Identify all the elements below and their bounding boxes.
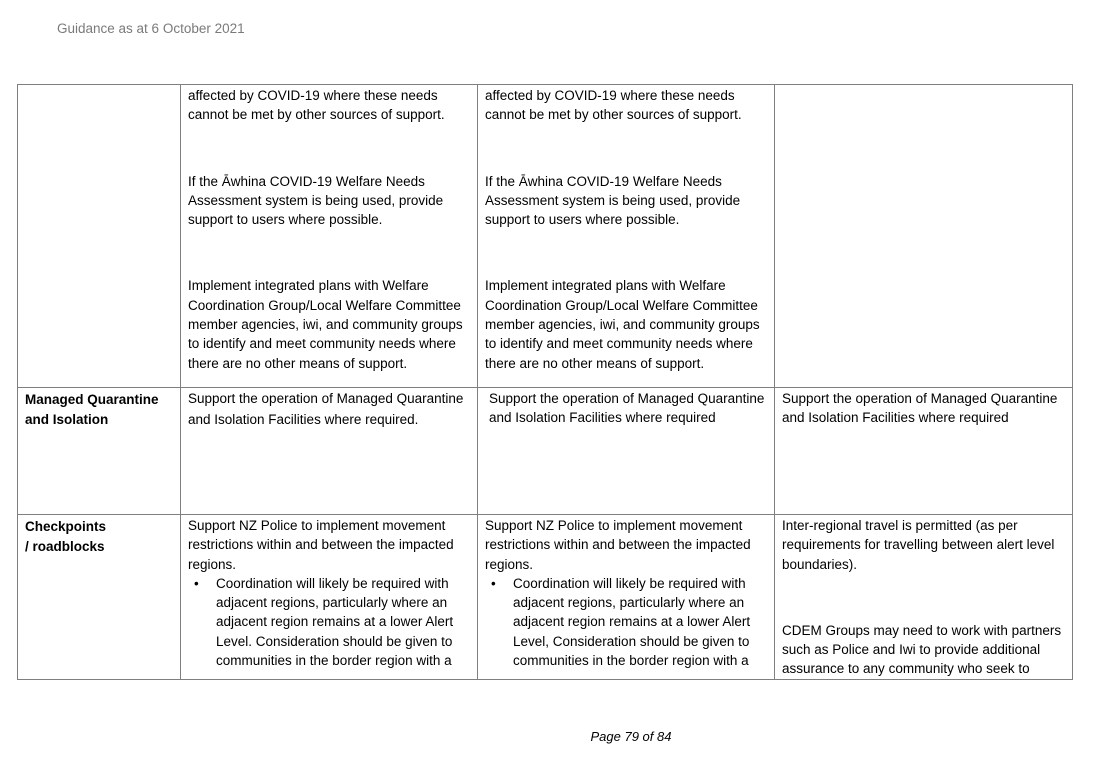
guidance-table bbox=[17, 84, 1073, 680]
paragraph: Support NZ Police to implement movement restrictions within and between the impacted regions. bbox=[188, 518, 454, 572]
bullet-icon: • bbox=[491, 575, 496, 591]
paragraph: Implement integrated plans with Welfare Coordination Group/Local Welfare Committee member agencies, iwi, and community groups to identify and meet community needs where there are no other means of support. bbox=[188, 278, 463, 371]
bullet-icon: • bbox=[194, 575, 199, 591]
table-cell bbox=[478, 85, 775, 388]
paragraph: Inter-regional travel is permitted (as per requirements for travelling between alert level boundaries). bbox=[782, 518, 1055, 572]
table-row bbox=[18, 85, 1073, 388]
row-label-cell bbox=[18, 85, 181, 388]
row-label-cell: Managed Quarantine and Isolation bbox=[18, 388, 181, 515]
table-cell bbox=[775, 515, 1073, 680]
paragraph: If the Āwhina COVID-19 Welfare Needs Assessment system is being used, provide support to users where possible. bbox=[188, 173, 444, 228]
paragraph: affected by COVID-19 where these needs cannot be met by other sources of support. bbox=[485, 88, 742, 123]
list-item bbox=[194, 574, 470, 670]
running-header: Guidance as at 6 October 2021 bbox=[57, 21, 245, 36]
paragraph: Implement integrated plans with Welfare Coordination Group/Local Welfare Committee member agencies, iwi, and community groups to identify and meet community needs where there are no other means of support. bbox=[485, 278, 760, 371]
row-label-line: / roadblocks bbox=[25, 539, 105, 554]
paragraph: affected by COVID-19 where these needs cannot be met by other sources of support. bbox=[188, 88, 445, 123]
table-cell: Support the operation of Managed Quarantine and Isolation Facilities where required bbox=[478, 388, 775, 515]
table-row bbox=[18, 388, 1073, 515]
table-cell: Support the operation of Managed Quarantine and Isolation Facilities where required bbox=[775, 388, 1073, 515]
list-item bbox=[491, 574, 767, 670]
page-number: Page 79 of 84 bbox=[590, 729, 672, 744]
table-cell bbox=[181, 85, 478, 388]
table-cell bbox=[181, 515, 478, 680]
list-item-text: Coordination will likely be required with adjacent regions, particularly where an adjacent region remains at a lower Alert Level, Consideration should be given to communities in the border region with a bbox=[513, 575, 751, 669]
paragraph: CDEM Groups may need to work with partners such as Police and Iwi to provide additional assurance to any community who seek to bbox=[782, 622, 1062, 677]
paragraph: If the Āwhina COVID-19 Welfare Needs Assessment system is being used, provide support to users where possible. bbox=[485, 173, 741, 228]
row-label-line: Checkpoints bbox=[25, 519, 107, 534]
paragraph: Support NZ Police to implement movement restrictions within and between the impacted regions. bbox=[485, 518, 751, 572]
table-row bbox=[18, 515, 1073, 680]
bullet-list bbox=[485, 574, 767, 670]
list-item-text: Coordination will likely be required with adjacent regions, particularly where an adjacent region remains at a lower Alert Level. Consideration should be given to communities in the border region with a bbox=[216, 575, 454, 669]
table-cell: Support the operation of Managed Quarantine and Isolation Facilities where required. bbox=[181, 388, 478, 515]
row-label-cell bbox=[18, 515, 181, 680]
table-cell bbox=[478, 515, 775, 680]
table-cell bbox=[775, 85, 1073, 388]
bullet-list bbox=[188, 574, 470, 670]
